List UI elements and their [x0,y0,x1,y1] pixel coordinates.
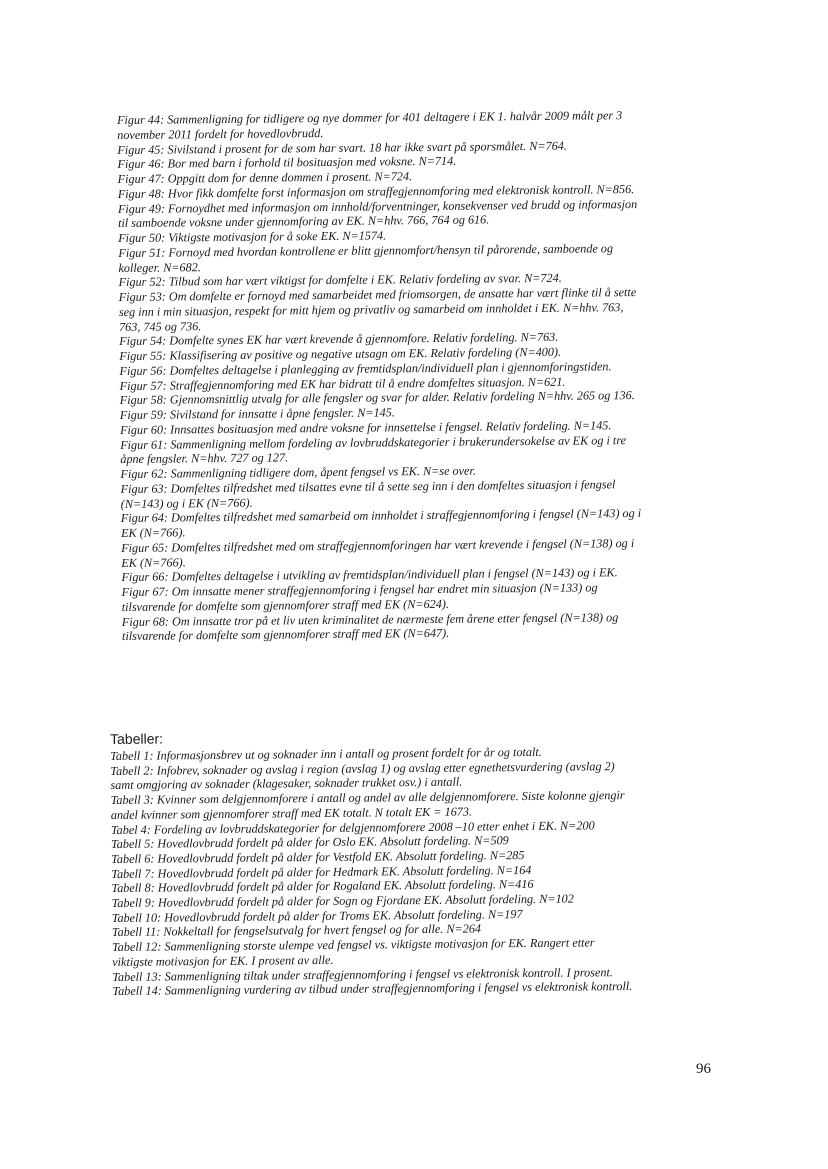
table-list-line: Tabell 9: Hovedlovbrudd fordelt på alder for Sogn og Fjordane EK. Absolutt fordeling. N=102 [111,891,574,911]
figure-list-line: tilsvarende for domfelte som gjennomforer straff med EK (N=647). [121,626,450,644]
figure-list-line: Figur 55: Klassifisering av positive og negative utsagn om EK. Relativ fordeling (N=400). [119,344,562,363]
figure-list-line: Figur 68: Om innsatte tror på et liv uten kriminalitet de nærmeste fem årene etter fengsel (N=138) og [121,609,619,629]
figure-list-line: Figur 61: Sammenligning mellom fordeling av lovbruddskategorier i brukerundersokelse av EK og i tre [120,432,627,452]
figure-list-line: seg inn i min situasjon, respekt for mitt hjem og privatliv og samarbeid om innholdet i EK. N=hhv. 763, [118,299,624,319]
table-list-line: Tabel 4: Fordeling av lovbruddskategorier for delgjennomforere 2008 –10 etter enhet i EK. N=200 [110,817,595,837]
table-list [110,725,723,999]
table-list-line: Tabell 5: Hovedlovbrudd fordelt på alder for Oslo EK. Absolutt fordeling. N=509 [111,833,509,852]
figure-list-line: Figur 57: Straffegjennomforing med EK har bidratt til å endre domfeltes situasjon. N=621. [119,374,566,393]
figure-list-line: åpne fengsler. N=hhv. 727 og 127. [120,450,289,467]
table-list-line: Tabell 13: Sammenligning tiltak under straffegjennomforing i fengsel vs elektronisk kontroll. I prosent. [112,964,613,984]
figure-list-line: til samboende voksne under gjennomforing av EK. N=hhv. 766, 764 og 616. [117,212,490,231]
figure-list-line: EK (N=766). [120,525,186,540]
figure-list-line: Figur 66: Domfeltes deltagelse i utvikling av fremtidsplan/individuell plan i fengsel (N=143) og i EK. [121,565,618,585]
table-list-line: Tabell 11: Nokkeltall for fengselsutvalg for hvert fengsel og for alle. N=264 [111,921,482,940]
figure-list-line: Figur 49: Fornoydhet med informasjon om innhold/forventninger, konsekvenser ved brudd og informasjon [117,196,638,216]
table-list-line: Tabell 8: Hovedlovbrudd fordelt på alder for Rogaland EK. Absolutt fordeling. N=416 [111,877,534,896]
figure-list-line: Figur 56: Domfeltes deltagelse i planlegging av fremtidsplan/individuell plan i gjennomforingstiden. [119,359,612,378]
figure-list-line: Figur 51: Fornoyd med hvordan kontrollene er blitt gjennomfort/hensyn til pårorende, samboende og [118,240,614,260]
table-list-line: Tabell 14: Sammenligning vurdering av tilbud under straffegjennomforing i fengsel vs elektronisk kontroll. [112,979,633,999]
figure-list-line: EK (N=766). [121,554,186,570]
figure-list-line: Figur 62: Sammenligning tidligere dom, åpent fengsel vs EK. N=se over. [120,463,476,481]
figure-list-line: Figur 52: Tilbud som har vært viktigst for domfelte i EK. Relativ fordeling av svar. N=724. [118,270,562,290]
tables-heading: Tabeller: [110,730,164,747]
figure-list-line: Figur 67: Om innsatte mener straffegjennomforing i fengsel har endret min situasjon (N=133) og [121,580,598,599]
figure-list-line: Figur 65: Domfeltes tilfredshet med om straffegjennomforingen har vært krevende i fengsel (N=138) og i [121,535,635,555]
page-number: 96 [696,1061,711,1077]
table-list-line: Tabell 2: Infobrev, soknader og avslag i region (avslag 1) og avslag etter egnethetsvurdering (avslag 2) [110,758,615,778]
figure-list-line: november 2011 fordelt for hovedlovbrudd. [117,125,324,142]
figure-list-line: Figur 47: Oppgitt dom for denne dommen i prosent. N=724. [117,169,413,186]
figure-list-line: Figur 53: Om domfelte er fornoyd med samarbeidet med friomsorgen, de ansatte har vært flinke til å sette [118,285,637,304]
figure-list-line: Figur 50: Viktigste motivasjon for å soke EK. N=1574. [118,228,387,245]
table-list-line: Tabell 12: Sammenligning storste ulempe ved fengsel vs. viktigste motivasjon for EK. Rangert etter [112,935,595,955]
table-list-line: andel kvinner som gjennomforer straff med EK totalt. N totalt EK = 1673. [110,804,473,822]
figure-list-line: Figur 46: Bor med barn i forhold til bosituasjon med voksne. N=714. [117,153,457,172]
figure-list-line: Figur 64: Domfeltes tilfredshet med samarbeid om innholdet i straffegjennomforing i fengsel (N=143) og i [120,506,642,526]
figure-list-line: Figur 44: Sammenligning for tidligere og nye dommer for 401 deltagere i EK 1. halvår 2009 målt per 3 [117,108,623,127]
table-list-line: Tabell 10: Hovedlovbrudd fordelt på alder for Troms EK. Absolutt fordeling. N=197 [111,906,523,925]
table-list-line: Tabell 7: Hovedlovbrudd fordelt på alder for Hedmark EK. Absolutt fordeling. N=164 [111,862,532,881]
figure-list-line: Figur 60: Innsattes bosituasjon med andre voksne for innsettelse i fengsel. Relativ fordeling. N=145. [119,418,612,437]
figure-list [117,107,722,644]
table-list-line: Tabell 6: Hovedlovbrudd fordelt på alder for Vestfold EK. Absolutt fordeling. N=285 [111,847,525,866]
figure-list-line: Figur 58: Gjennomsnittlig utvalg for alle fengsler og svar for alder. Relativ fordeling N=hhv. 265 og 136. [119,388,635,408]
figure-list-line: (N=143) og i EK (N=766). [120,495,253,511]
figure-list-line: 763, 745 og 736. [118,318,202,334]
table-list-line: samt omgjoring av soknader (klagesaker, soknader trukket osv.) i antall. [110,775,463,793]
figure-list-line: kolleger. N=682. [118,259,201,275]
figure-list-line: Figur 48: Hvor fikk domfelte forst informasjon om straffegjennomforing med elektronisk kontroll. N=856. [117,181,635,201]
figure-list-line: Figur 59: Sivilstand for innsatte i åpne fengsler. N=145. [119,405,395,422]
table-list-line: Tabell 3: Kvinner som delgjennomforere i antall og andel av alle delgjennomforere. Siste kolonne gjengir [110,788,625,808]
table-list-line: viktigste motivasjon for EK. I prosent av alle. [112,952,334,969]
figure-list-line: tilsvarende for domfelte som gjennomforer straff med EK (N=624). [121,596,450,614]
table-list-line: Tabell 1: Informasjonsbrev ut og soknader inn i antall og prosent fordelt for år og totalt. [110,744,542,763]
figure-list-line: Figur 45: Sivilstand i prosent for de som har svart. 18 har ikke svart på sporsmålet. N=764. [117,138,567,157]
figure-list-line: Figur 54: Domfelte synes EK har vært krevende å gjennomfore. Relativ fordeling. N=763. [119,330,559,349]
figure-list-line: Figur 63: Domfeltes tilfredshet med tilsattes evne til å sette seg inn i den domfeltes situasjon i fengsel [120,476,616,496]
